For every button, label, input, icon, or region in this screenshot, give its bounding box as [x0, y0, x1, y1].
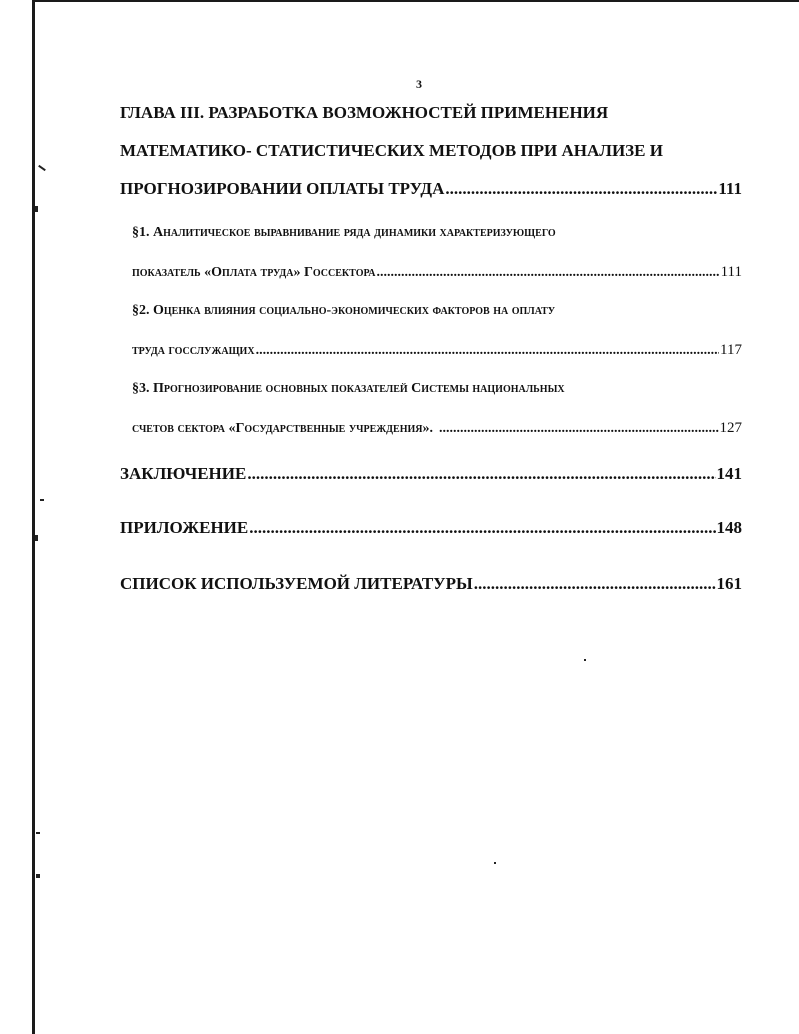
scan-speck [35, 206, 38, 212]
toc-section3-line1 [120, 374, 742, 413]
toc-section3-page: 127 [719, 420, 742, 436]
toc-section3-title-part2: счетов сектора «Государственные учреждения». [132, 421, 433, 436]
toc-section2-page: 117 [720, 342, 742, 358]
scan-speck [40, 499, 44, 501]
dot-leader [247, 459, 715, 489]
toc-chapter3-title-part1: ГЛАВА III. РАЗРАБОТКА ВОЗМОЖНОСТЕЙ ПРИМЕНЕНИЯ [120, 103, 609, 122]
toc-references-page: 161 [716, 574, 742, 593]
toc-chapter3-page: 111 [718, 179, 742, 198]
scan-speck [35, 535, 38, 541]
toc-references-label: СПИСОК ИСПОЛЬЗУЕМОЙ ЛИТЕРАТУРЫ [120, 574, 473, 593]
dot-leader [474, 569, 716, 599]
toc-appendix-page: 148 [716, 518, 742, 537]
toc-chapter3-line2 [120, 136, 742, 174]
toc-chapter3-title-part3: ПРОГНОЗИРОВАНИИ ОПЛАТЫ ТРУДА [120, 179, 445, 198]
dot-leader [249, 513, 715, 543]
toc-section2-line2[interactable] [120, 335, 742, 374]
dot-leader [439, 414, 719, 444]
toc-chapter3-line3[interactable] [120, 174, 742, 218]
scan-left-edge [32, 0, 35, 1034]
scan-speck [584, 659, 586, 661]
toc-section3-line2[interactable] [120, 413, 742, 459]
page-number: 3 [416, 77, 422, 91]
dot-leader [445, 174, 717, 204]
toc-section3-title-part1: §3. Прогнозирование основных показателей Системы национальных [132, 381, 565, 396]
scan-speck [38, 165, 46, 171]
toc-conclusion-label: ЗАКЛЮЧЕНИЕ [120, 464, 247, 483]
scan-top-edge [32, 0, 799, 2]
toc-section1-title-part2: показатель «Оплата труда» Госсектора [132, 265, 376, 280]
toc-section1-title-part1: §1. Аналитическое выравнивание ряда динамики характеризующего [132, 225, 556, 240]
toc-section1-page: 111 [720, 264, 742, 280]
toc-section2-title-part2: труда госслужащих [132, 343, 255, 358]
toc-conclusion[interactable] [120, 459, 742, 489]
toc-section2-title-part1: §2. Оценка влияния социально-экономических факторов на оплату [132, 303, 556, 318]
toc-section1-line2[interactable] [120, 257, 742, 296]
scan-speck [494, 862, 496, 864]
toc-section2-line1 [120, 296, 742, 335]
toc-conclusion-page: 141 [716, 464, 742, 483]
toc-section1-line1 [120, 218, 742, 257]
dot-leader [256, 336, 719, 366]
toc-references[interactable] [120, 569, 742, 599]
dot-leader [377, 258, 720, 288]
scan-speck [36, 832, 40, 834]
toc-chapter3-line1 [120, 98, 742, 136]
toc-appendix[interactable] [120, 513, 742, 543]
toc-chapter3-title-part2: МАТЕМАТИКО- СТАТИСТИЧЕСКИХ МЕТОДОВ ПРИ АНАЛИЗЕ И [120, 141, 663, 160]
table-of-contents [120, 98, 742, 599]
scan-speck [36, 874, 40, 878]
toc-appendix-label: ПРИЛОЖЕНИЕ [120, 518, 249, 537]
